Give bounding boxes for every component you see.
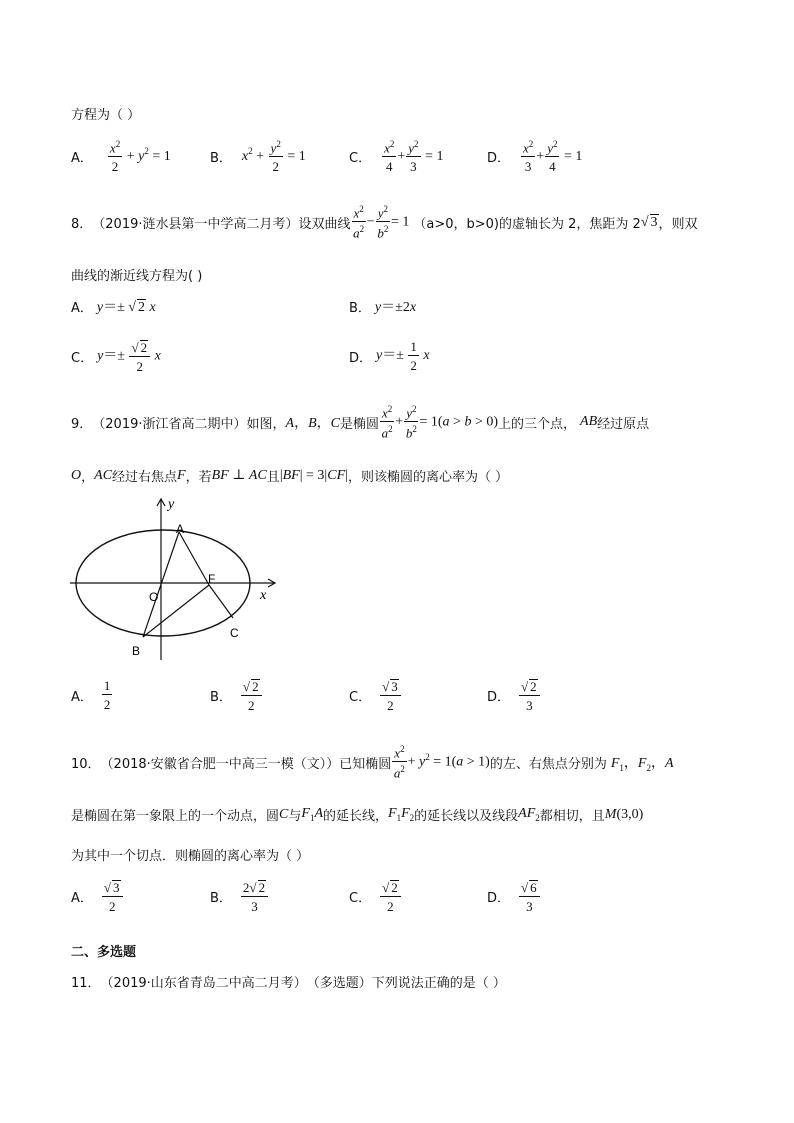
q8-option-d: D． y＝± $\frac{1}{2}$ x — [349, 339, 430, 373]
q9-ellipse-figure — [65, 495, 285, 665]
q9-option-c: C． $\frac{√ 3}{2}$ — [349, 679, 402, 712]
option-label: C． — [349, 151, 372, 167]
q9-option-d: D． $\frac{√ 2}{3}$ — [487, 679, 541, 712]
q8-option-b: B． y＝±2x — [349, 300, 417, 316]
q7-option-b: B． $x^2$ + $\frac{y^2}{2}$ = 1 — [210, 139, 306, 175]
q10-option-b: B． $\frac{2√ 2}{3}$ — [210, 880, 269, 913]
axis-x-label: x — [260, 588, 267, 603]
q8-stem-line1: 8． （2019·涟水县第一中学高二月考） 设双曲线 $\frac{x^2}{a^2}$ − $\frac{y^2}{b^2}$ = 1 （a>0，b>0)的虚轴长为 2，焦距为 2 √ 3 ，则双 — [71, 204, 698, 241]
q8-option-c: C． y＝± $\frac{√ 2}{2}$ x — [71, 340, 161, 374]
point-o-label: O — [149, 590, 159, 604]
q10-option-d: D． $\frac{√ 6}{3}$ — [487, 880, 541, 913]
q8-option-a: A． y＝± √ 2 x — [71, 300, 156, 316]
point-b-label: B — [132, 644, 141, 658]
axis-y-label: y — [168, 497, 175, 512]
q11-stem: 11． （2019·山东省青岛二中高二月考） （多选题）下列说法正确的是（ ） — [71, 976, 506, 991]
q9-option-b: B． $\frac{√ 2}{2}$ — [210, 679, 263, 712]
point-a-label: A — [176, 522, 185, 536]
q8-stem-line2: 曲线的渐近线方程为( ) — [71, 269, 203, 284]
q7-option-a: A． $\frac{x^2}{2}$ + $y^2 = 1$ — [71, 139, 171, 175]
option-label: D． — [487, 151, 511, 167]
option-label: B． — [210, 151, 232, 167]
q10-stem-line1: 10． （2018·安徽省合肥一中高三一模（文）） 已知椭圆 $\frac{x^2}{a^2}$ + $y^2 = 1(a > 1)$ 的左、右焦点分别为 $F_1$，$F_2$，A — [71, 744, 674, 781]
q10-option-c: C． $\frac{√ 2}{2}$ — [349, 880, 402, 913]
q10-stem-line3: 为其中一个切点．则椭圆的离心率为（ ） — [71, 849, 310, 864]
q7-stem-tail: 方程为（ ） — [71, 108, 141, 123]
q9-option-a: A． $\frac{1}{2}$ — [71, 678, 111, 712]
option-label: A． — [71, 151, 93, 167]
section-title: 二、多选题 — [71, 945, 137, 960]
point-c-label: C — [230, 626, 239, 640]
q7-option-d: D． $\frac{x^2}{3}$ + $\frac{y^2}{4}$ = 1 — [487, 139, 583, 175]
q10-option-a: A． $\frac{√ 3}{2}$ — [71, 880, 124, 913]
q10-stem-line2: 是椭圆在第一象限上的一个动点，圆 C 与 $F_1A$ 的延长线， $F_1F_2$ 的延长线以及线段 $AF_2$ 都相切，且 M(3,0) — [71, 806, 644, 824]
q9-stem-line1: 9． （2019·浙江省高二期中） 如图， A，B，C 是椭圆 $\frac{x^2}{a^2}$ + $\frac{y^2}{b^2}$ = 1(a > b > 0) 上的三个点， AB 经过原点 — [71, 404, 650, 441]
q9-stem-line2: O ， AC 经过右焦点 F ，若 BF ⊥ AC 且 |BF| = 3|CF| ，则该椭圆的离心率为（ ） — [71, 467, 509, 485]
point-f-label: F — [208, 572, 216, 586]
q7-option-c: C． $\frac{x^2}{4}$ + $\frac{y^2}{3}$ = 1 — [349, 139, 444, 175]
